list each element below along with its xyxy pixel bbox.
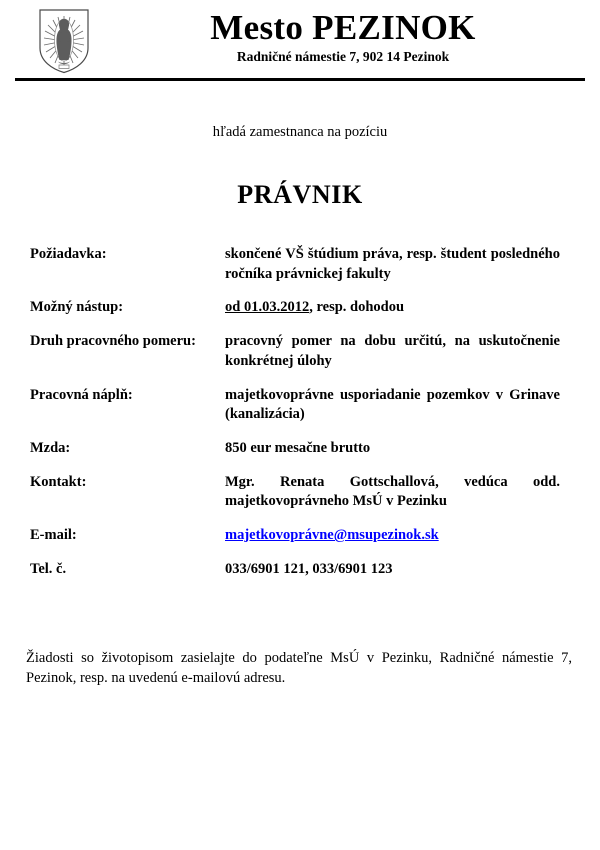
detail-label: Požiadavka: [30,246,107,262]
detail-label: Kontakt: [30,473,87,490]
header-divider-rule [15,78,585,81]
pezinok-coat-of-arms-icon [38,8,90,74]
detail-row-mzda [30,439,560,459]
detail-row-druh-pomeru [30,332,560,371]
page-title: PRÁVNIK [237,180,363,209]
detail-row-pozadavka [30,245,560,284]
detail-label: Druh pracovného pomeru: [30,333,196,350]
detail-row-kontakt [30,473,560,512]
header-title-block [100,10,586,66]
detail-label: Možný nástup: [30,299,124,316]
organization-address: Radničné námestie 7, 902 14 Pezinok [236,49,450,65]
detail-label: E-mail: [30,527,77,544]
organization-name: Mesto PEZINOK [210,8,476,47]
intro-line: hľadá zamestnanca na pozíciu [212,124,388,140]
detail-value: 850 eur mesačne brutto [225,440,371,457]
detail-row-email [30,526,560,546]
start-date-remainder: , resp. dohodou [309,299,405,316]
detail-row-nastup [30,298,560,318]
detail-label: Mzda: [30,440,71,457]
detail-value [225,526,560,546]
detail-value: Mgr. Renata Gottschallová, vedúca odd. majetkovoprávneho MsÚ v Pezinku [225,473,560,510]
detail-value: majetkovoprávne usporiadanie pozemkov v Grinave (kanalizácia) [225,386,560,423]
application-instructions: Žiadosti so životopisom zasielajte do podateľne MsÚ v Pezinku, Radničné námestie 7, Pezinok, resp. na uvedenú e-mailovú adresu. [26,650,572,686]
detail-label: Pracovná náplň: [30,386,133,403]
document-header [0,0,600,78]
email-link[interactable]: majetkovoprávne@msupezinok.sk [225,527,439,544]
detail-label: Tel. č. [30,560,67,577]
detail-value: pracovný pomer na dobu určitú, na uskutočnenie konkrétnej úlohy [225,333,560,369]
detail-value: 033/6901 121, 033/6901 123 [225,560,393,577]
start-date-underlined: od 01.03.2012 [225,299,310,316]
detail-row-telefon [30,560,560,580]
detail-value [225,298,560,318]
detail-row-napln [30,386,560,425]
detail-value: skončené VŠ štúdium práva, resp. študent posledného ročníka právnickej fakulty [225,246,560,282]
job-details-list [30,245,560,594]
